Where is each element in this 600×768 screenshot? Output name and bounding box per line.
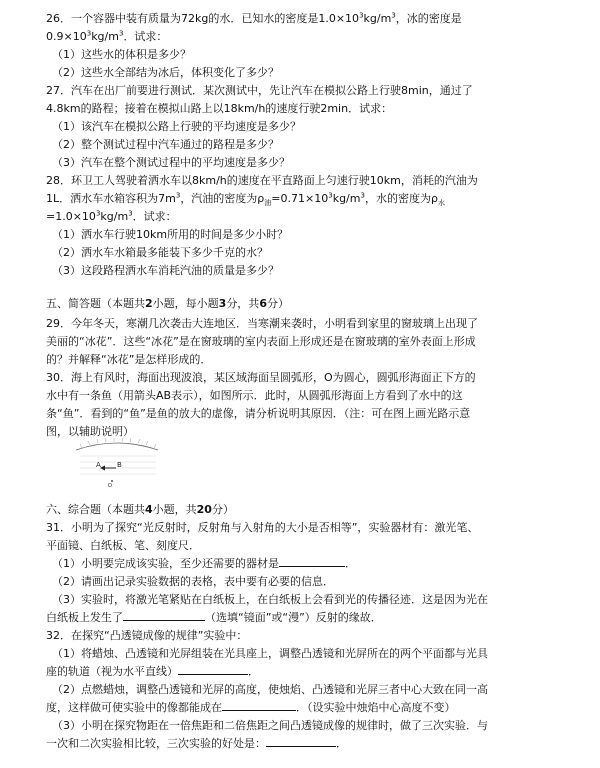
q30-line3: 条“鱼”．看到的“鱼”是鱼的放大的虚像，请分析说明其原因．（注：可在图上画光路示意 — [46, 407, 471, 420]
section6-heading: 六、综合题（本题共4小题，共20分） — [46, 503, 234, 516]
answer-blank[interactable] — [222, 700, 296, 711]
label-b: B — [117, 461, 122, 469]
q27-sub3: （3）汽车在整个测试过程中的平均速度是多少？ — [52, 156, 290, 169]
q26-sub1: （1）这些水的体积是多少？ — [52, 48, 191, 61]
q27-sub1: （1）该汽车在模拟公路上行驶的平均速度是多少？ — [52, 120, 301, 133]
answer-blank[interactable] — [178, 664, 248, 675]
q31-sub1: （1）小明要完成该实验，至少还需要的器材是 ． — [52, 557, 356, 570]
answer-blank[interactable] — [266, 736, 336, 747]
q32-sub3-line2: 一次和二次实验相比较，三次实验的好处是： ． — [46, 737, 347, 750]
q32-sub3-line1: （3）小明在探究物距在一倍焦距和二倍焦距之间凸透镜成像的规律时，做了三次实验．与 — [52, 719, 488, 732]
q29-line3: 的？并解释“冰花”是怎样形成的． — [46, 353, 212, 366]
q28-sub1: （1）洒水车行驶10km所用的时间是多少小时？ — [52, 228, 289, 241]
q31-sub2: （2）请画出记录实验数据的表格，表中要有必要的信息． — [52, 575, 334, 588]
label-o: O — [108, 483, 112, 488]
q26-sub2: （2）这些水全部结为冰后，体积变化了多少？ — [52, 66, 279, 79]
q28-line3: $=1.0\times 10^3kg/m^3$．试求： — [46, 209, 177, 223]
q26-line2: $0.9\times 10^3kg/m^3$．试求： — [46, 29, 168, 43]
q32-line1: 32．在探究“凸透镜成像的规律”实验中： — [46, 629, 248, 642]
q30-line2: 水中有一条鱼（用箭头AB表示），如图所示．此时，从圆弧形海面上方看到了水中的这 — [46, 389, 463, 402]
q29-line2: 美丽的“冰花”．这些“冰花”是在窗玻璃的室内表面上形成还是在窗玻璃的室外表面上形成 — [46, 335, 476, 348]
label-a: A — [96, 461, 101, 469]
q29-line1: 29．今年冬天，寒潮几次袭击大连地区．当寒潮来袭时，小明看到家里的窗玻璃上出现了 — [46, 317, 478, 330]
q27-sub2: （2）整个测试过程中汽车通过的路程是多少？ — [52, 138, 279, 151]
section5-heading: 五、简答题（本题共2小题，每小题3分，共6分） — [46, 297, 289, 310]
center-point-o — [111, 480, 113, 482]
q31-line1: 31．小明为了探究“光反射时，反射角与入射角的大小是否相等”，实验器材有：激光笔、 — [46, 521, 479, 534]
sea-arc-figure — [72, 438, 162, 488]
q30-line1: 30．海上有风时，海面出现波浪，某区域海面呈圆弧形，O为圆心，圆弧形海面正下方的 — [46, 371, 476, 384]
answer-blank[interactable] — [279, 556, 345, 567]
q28-sub3: （3）这段路程洒水车消耗汽油的质量是多少？ — [52, 264, 279, 277]
q27-line2: 4.8km的路程；接着在模拟山路上以18km/h的速度行驶2min．试求： — [46, 102, 393, 115]
q32-sub2-line1: （2）点燃蜡烛，调整凸透镜和光屏的高度，使烛焰、凸透镜和光屏三者中心大致在同一高 — [52, 683, 488, 696]
q28-line2: 1L．洒水车水箱容积为$7m^3$，汽油的密度为$\rho_油=0.71\times 10^3kg/m^3$，水的密度为$\rho_水$ — [46, 191, 445, 208]
q27-line1: 27．汽车在出厂前要进行测试．某次测试中，先让汽车在模拟公路上行驶8min，通过了 — [46, 84, 473, 97]
q32-sub1-line1: （1）将蜡烛、凸透镜和光屏组装在光具座上，调整凸透镜和光屏所在的两个平面都与光具 — [52, 647, 488, 660]
q28-sub2: （2）洒水车水箱最多能装下多少千克的水？ — [52, 246, 268, 259]
answer-blank[interactable] — [123, 610, 205, 621]
q31-sub3-line2: 白纸板上发生了 （选填“镜面”或“漫”）反射的缘故． — [46, 611, 382, 624]
q32-sub2-line2: 度，这样做可使实验中的像都能成在 ．（设实验中烛焰中心高度不变） — [46, 701, 456, 714]
sea-surface-arc — [76, 443, 158, 450]
q32-sub1-line2: 座的轨道（视为水平直线） ． — [46, 665, 259, 678]
q26-line1: 26．一个容器中装有质量为72kg的水．已知水的密度是$1.0\times 10^3kg/m^3$，冰的密度是 — [46, 11, 462, 25]
q30-line4: 图，以辅助说明） — [46, 425, 134, 438]
q28-line1: 28．环卫工人驾驶着洒水车以8km/h的速度在平直路面上匀速行驶10km，消耗的汽油为 — [46, 174, 478, 187]
q31-line2: 平面镜、白纸板、笔、刻度尺． — [46, 539, 200, 552]
q31-sub3-line1: （3）实验时，将激光笔紧贴在白纸板上，在白纸板上会看到光的传播径迹．这是因为光在 — [52, 593, 488, 606]
